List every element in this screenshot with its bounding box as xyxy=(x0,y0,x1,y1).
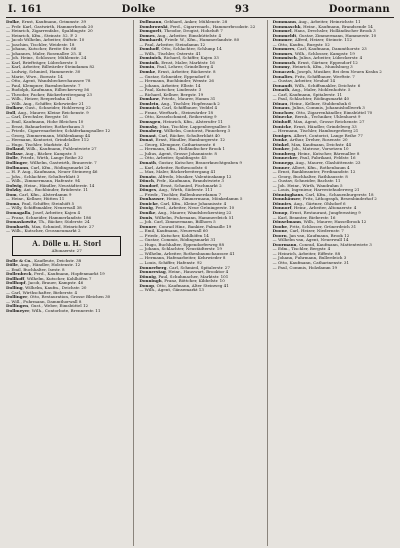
directory-entry: — Wilhelm van, Agent, Neuerwall 14 xyxy=(272,237,349,243)
directory-entry: Doniges, Albert, Contorist, Lange Reihe 77 xyxy=(272,132,363,138)
directory-entry: Doobe, Fritz, Schlosser, Grünerdeich 31 xyxy=(272,223,357,229)
column-1-entries-bottom xyxy=(6,259,127,314)
directory-entry: Domnick, Carl, Schiffbauer, Veddel 4 xyxy=(139,105,218,111)
directory-entry: — Gustav, Arbeiter, Neuhof 14 xyxy=(272,78,336,84)
directory-entry: — Johann, Kutscher, Breite Str. 66 xyxy=(6,46,77,52)
page-number: 93 xyxy=(234,4,250,15)
directory-entry: Donnerberg, Carl, Schmied, Spitalerstr. 27 xyxy=(139,264,230,270)
directory-entry: Dollmann, Gebhard, Anker, Mühlenstr. 28 xyxy=(139,20,228,24)
directory-entry: Doorn, Jan van, Kaufmann, Brook 12 xyxy=(272,232,350,238)
directory-entry: Dommsch, Ernst, Gärtner, Eppendorf 12 xyxy=(272,59,358,65)
directory-entry: — Friedr., Cigarrenarbeiter, Schäferkampsallee 12 xyxy=(6,128,111,134)
directory-entry: — Joh. Carl, Zimmermann, Billhorn 5 xyxy=(139,219,216,225)
column-2 xyxy=(133,20,260,546)
directory-entry: Donnepp, Aug., Maurer, Glashüttenstr. 23 xyxy=(272,159,361,165)
directory-entry: — Otto, Kesselschmied, Reiherstieg 9 xyxy=(139,114,217,120)
directory-entry: Dommy, Heinrich, Kfm., Mundsburg 3 xyxy=(272,64,353,70)
directory-entry: Donaczek, Joseph, Musiker, Bei dem Neuen Krahn 2 xyxy=(272,69,382,75)
directory-entry: — Emil, Kaufmann, Hohe Bleichen 10 xyxy=(6,119,84,125)
directory-entry: Domes, Aug., Arbeiter, Eimsbüttelstr. 4 xyxy=(139,32,222,38)
directory-entry: Donnerstag, Heinr., Hauswart, Brooktor 4 xyxy=(139,269,229,275)
directory-entry: — Emil, Buchhalter, Isestr. 8 xyxy=(6,266,65,272)
directory-entry: — Friedr., Kutscher, Kohlhöfen 14 xyxy=(139,232,209,238)
directory-entry: Donhauser, Heinr., Zimmermann, Mönkedamm 5 xyxy=(139,196,243,202)
directory-entry: — Johs., Schlachter, Schulterblatt 3 xyxy=(6,173,80,179)
column-1 xyxy=(6,20,127,546)
directory-entry: Dollingen, Gust., Weber, Eimsbüttel 12 xyxy=(6,303,89,309)
directory-entry: Dönhoff, Max, Agent, Grosse Reichenstr. 27 xyxy=(272,119,365,125)
directory-entry: — Emil, Kaufmann, Neuerwall 60 xyxy=(139,228,208,234)
directory-entry: Dommisch, Julius, Arbeiter, Lübeckerstr. 4 xyxy=(272,55,363,61)
directory-entry: — Carl, Drechsler, Bergstr. 16 xyxy=(6,114,68,120)
directory-entry: Dommel, Hans, Drechsler, Holländischer Brook 3 xyxy=(272,28,376,34)
header-first-name: Dolke xyxy=(121,4,156,15)
directory-entry: — Wilh., Tischler, Osterstr. 41 xyxy=(139,50,201,56)
directory-entry: Doll, Aug., Maurer, Kleine Reichenstr. 9 xyxy=(6,109,89,115)
directory-entry: — Carl, Wirthschafter, Bieberstr. 4 xyxy=(6,289,78,295)
directory-entry: Donnorf, Heinr., Arbeiter, Altonaerstr. 4 xyxy=(272,205,357,211)
directory-entry: — Ernst, Bankbeamter, Ferdinandstr. 12 xyxy=(272,169,356,175)
directory-entry: — Franz, Werftarb., Steinwärder 18 xyxy=(139,109,214,115)
directory-entry: — Wilh., Heizer, Reeperbahn 41 xyxy=(6,96,72,102)
directory-entry: Dollmann, Carl, Kfm., Rödingsmarkt 24 xyxy=(6,164,90,170)
directory-entry: — Johann, Fuhrmann, Bullerdeich 3 xyxy=(272,255,347,261)
directory-entry: Donnecker, Paul, Fabrikant, Feldstr. 16 xyxy=(272,155,356,161)
directory-entry: Donato, Alfredo, Musiker, Valentinskamp 12 xyxy=(139,173,232,179)
directory-entry: Doormann, Conrad, Kaufmann, Mattentwiete 3 xyxy=(272,241,372,247)
directory-entry: Dombarth, Max, Schmied, Heinrichstr. 27 xyxy=(6,223,95,229)
directory-entry: — Hermann, Hafenarbeiter, Kehrwieder 8 xyxy=(139,255,226,261)
directory-entry: — Marie, Wwe., Bornstr. 14 xyxy=(6,73,63,79)
directory-entry: — Karl, Briefträger, Lübeckerstr. 5 xyxy=(6,59,78,65)
directory-entry: Domke, Ernst, Arbeiter, Bäckerstr. 8 xyxy=(139,69,216,75)
directory-entry: Donicke, Carl, Kfm., Kleine Johannisstr. 4 xyxy=(139,200,227,206)
directory-entry: — Hermann, Tischler, Hamburgerberg 21 xyxy=(272,128,359,134)
directory-entry: — Franz, Schneider, Hammerlandstr. 186 xyxy=(6,214,92,220)
directory-entry: Dommann, Aug., Arbeiter, Heinrichstr. 11 xyxy=(272,20,361,24)
directory-entry: — Hugo, Buchhalter, Eppendorferweg 88 xyxy=(139,241,225,247)
directory-entry: — Heinr., Kellner, Hütten 11 xyxy=(6,196,65,202)
directory-entry: — Paul, Commis, Holzdamm 19 xyxy=(272,264,338,270)
directory-entry: — Johann, Schlachter, Neustädterstr. 19 xyxy=(139,246,222,252)
directory-entry: — Heinrich, Kfm., Steinstr. 52. P. 2 xyxy=(6,32,78,38)
directory-entry: — Richard, Kellner, Bergstr. 19 xyxy=(139,91,204,97)
directory-entry: Donchow, Otto, Zigarrenhändler, Eimsbüttel 70 xyxy=(272,109,373,115)
directory-entry: — Karl, Beamter, Bieberstr. 16 xyxy=(272,214,336,220)
directory-entry: — Karl, Arbeiter, Billwärder Steindamm 82 xyxy=(6,64,95,70)
directory-entry: — Otto, Arbeiter, Spaldingstr. 45 xyxy=(139,155,207,161)
directory-entry: Dönch, Frdr., Kaufmann, Brandstwiete 3 xyxy=(139,178,224,184)
directory-entry: Dondorf, Ernst, Schmied, Fischmarkt 2 xyxy=(139,182,222,188)
directory-entry: Domagalla, Josef, Arbeiter, Kajen 4 xyxy=(6,209,81,215)
directory-entry: — Joh. Heinr., Schlosser, Mühlenstr. 24 xyxy=(6,55,87,61)
directory-entry: Dönnies, Aug., Gärtner, Ohlsdorf 6 xyxy=(272,200,346,206)
directory-entry: Domsky, Max, Tischler, Lappenbergsallee 5 xyxy=(139,123,231,129)
directory-entry: — Gustav, Schneider, Eppendorf 6 xyxy=(139,73,210,79)
directory-entry: Dominik, Ernst, Maler, Marktstr. 16 xyxy=(139,59,215,65)
directory-entry: — Willy, Schiffsmakler, Neuerwall 38 xyxy=(6,205,82,211)
directory-entry: Dombrowski, Ferd., Cigarrenarb., Hammerbrookstr. 22 xyxy=(139,23,256,29)
directory-entry: — Joh. Heinr., Wirth, Wandrahm 5 xyxy=(272,182,343,188)
directory-entry: Donker, Joh., Matrose, Vorsetzen 10 xyxy=(272,146,349,152)
directory-entry: — Paul, Schlachter, Rödingsmarkt 40 xyxy=(272,96,350,102)
directory-entry: Donicke, Ernst, Händler, Grindelweg 33 xyxy=(272,123,357,129)
directory-entry: Dolland, Wilh., Kaufmann, Fuhlentwiete 27 xyxy=(6,146,97,152)
directory-entry: — Paul, Arbeiter, Steindamm 12 xyxy=(139,41,206,47)
directory-entry: Doone, Carl, Heizer, Niedernstr. 7 xyxy=(272,228,344,234)
header-last-name: Doormann xyxy=(328,4,390,15)
directory-entry: Dollhoff, Wilhelm, Kutscher, Kohlhöfen 7 xyxy=(6,275,92,281)
directory-entry: Domaskowitz, Th., Bäcker, Süderstr. 24 xyxy=(6,219,90,225)
directory-entry: Donnberg, Heinr., Kutscher, Bärenallee 8 xyxy=(272,150,360,156)
directory-entry: Dolle, Friedr., Wirth, Lange Reihe 32 xyxy=(6,155,84,161)
column-3 xyxy=(267,20,394,546)
directory-entry: — Johann, Arbeiter, Elbstr. 14 xyxy=(139,82,201,88)
directory-entry: Donat, Ernst, Händler, Hamburgerstr. 12 xyxy=(139,137,225,143)
directory-entry: — Paul, Klempner, Barmbeckerstr. 7 xyxy=(6,82,81,88)
directory-entry: Donath, Gustav, Kutscher, Brauerknechtgraben 9 xyxy=(139,159,243,165)
directory-entry: Dönselmann, Wilh., Maurer, Hasselbrook 12 xyxy=(272,219,367,225)
directory-entry: — Theodor, Packer, Bäckerbreitergang 23 xyxy=(6,91,92,97)
directory-entry: Dönau, Heinr., Kellner, Stubbenhuk 6 xyxy=(272,100,351,106)
directory-entry: Donig, Ferd., Arbeiter, Neue Gröningerstr. 10 xyxy=(139,205,235,211)
directory-entry: Domlein, Aug., Tischler, Hopfensack 2 xyxy=(139,100,220,106)
directory-entry: — Ludwig, Schmied, Hammerstr. 30 xyxy=(6,69,81,75)
column-3-entries xyxy=(273,20,394,270)
directory-entry: Donaus, Julius, Commis, Johannisbollwerk 3 xyxy=(272,105,365,111)
directory-entry: — Otto, Agent, Wandsbeckerchaussee 78 xyxy=(6,78,91,84)
directory-entry: — Hermann, Buchbinder, Wexstr. 26 xyxy=(139,78,214,84)
directory-entry: Dom, Carl, Kfm., Alsterdamm 9 xyxy=(6,191,72,197)
directory-entry: Dollmeyer, Wilh., Contorbote, Brennerstr. 11 xyxy=(6,307,101,313)
directory-entry: Donningh, Franz, Böttcher, Kibbelstr. 10 xyxy=(139,278,225,284)
directory-entry: — Frdr. Karl, Gastwirth, Hammerbrook 20 xyxy=(6,23,94,29)
directory-entry: Dönnig, Paul, Schuhmacher, Marktstr. 101 xyxy=(139,273,229,279)
directory-entry: Dönkel, Max, Kaufmann, Deichstr. 44 xyxy=(272,141,352,147)
directory-entry: — Rudolph, Kaufmann, Eilbeckerweg 56 xyxy=(6,87,90,93)
directory-entry: — Will., Fuhrmann, Dammthorwall 8 xyxy=(6,298,82,304)
directory-entry: Donop, Ernst, Restaurant, Jungfernstieg 9 xyxy=(272,209,361,215)
header-left: I. 161 xyxy=(8,4,43,15)
directory-entry: — Paul, Kutscher, Lindenstr. 3 xyxy=(139,87,202,93)
directory-entry: — Ernst, Bahnarbeiter, Rotherbaum 3 xyxy=(6,123,84,129)
directory-entry: Dolkow, Gust., Schneider, Hohlerweg 22 xyxy=(6,105,91,111)
directory-entry: — Friedr., Tischler, Bullenhuserdamm 7 xyxy=(139,191,222,197)
directory-entry: Dolwig, Heinr., Händler, Neustädterstr. 14 xyxy=(6,182,95,188)
directory-entry: — Heinrich, Zigarrenfabr., Spaldingstr. 20 xyxy=(6,28,93,34)
directory-entry: Dollinger, Wilhelm, Gastwirth, Brauerstr. 7 xyxy=(6,159,97,165)
directory-entry: — Gustav, Schneider, Bachstr. 11 xyxy=(272,178,341,184)
directory-entry: Donke, Arthur, Dreher, Rosenstr. 20 xyxy=(272,137,348,143)
directory-entry: Dolzky, Ant., Buchbinder, Brüderstr. 11 xyxy=(6,187,89,193)
directory-entry: — Gustav, Commis, Rödingsmarkt 31 xyxy=(139,237,216,243)
directory-entry: Domkow, Friedr., Maurer, Hamm 31 xyxy=(139,96,216,102)
directory-entry: — Karl, Arbeiter, Rothesoodstr. 6 xyxy=(139,164,208,170)
directory-entry: — Joachim, Tischler, Weidestr. 18 xyxy=(6,41,75,47)
directory-entry: — Wilh., Zimmermann, Hafenstr. 94 xyxy=(6,178,80,184)
header-rule xyxy=(6,17,394,18)
directory-entry: — Hermann, Kfm., Holländischer Brook 1 xyxy=(139,146,225,152)
directory-entry: Donant, Carl, Bäcker, Schulterblatt 40 xyxy=(139,132,220,138)
directory-entry: — Otto, Kaufm., Burgstr. 52 xyxy=(272,41,330,47)
directory-entry: Donalies, Fritz, Schiffbauer, Werftstr. 7 xyxy=(272,73,355,79)
directory-entry: — Otto, Kaufmann, Catharinenstr. 31 xyxy=(272,259,350,265)
directory-entry: Dönninghaus, Carl, Kfm., Schauenburgerstr. 18 xyxy=(272,191,374,197)
directory-entry: Donnhäuser, Fritz, Lithograph, Besenbinderhof 2 xyxy=(272,196,377,202)
directory-entry: Dolle & Co., Kaufleute, Deichstr. 38 xyxy=(6,257,82,263)
directory-entry: — Jacob Wilhelm, Arbeiter, Stiftstr. 10 xyxy=(6,37,85,43)
directory-entry: — Edm., Tischler, Bergstr. 4 xyxy=(272,246,331,252)
ad-company-name: A. Dölle u. H. Storl xyxy=(32,238,102,248)
directory-entry: Donath, Aug., Maler, Mohlenhofstr. 5 xyxy=(272,87,351,93)
directory-entry: — Hugo, Tischler, Marktstr. 43 xyxy=(6,141,70,147)
directory-columns xyxy=(6,20,394,546)
directory-entry: Dominick, Richard, Schiffer, Kajen 33 xyxy=(139,55,219,61)
directory-entry: — Heinrich, Arbeiter, Eiffestr. 88 xyxy=(272,250,341,256)
directory-entry: Dommaschk, Heinr., Kaufmann, Brandsende 14 xyxy=(272,23,373,29)
directory-entry: — Johannes, Maler, Rosenallee 25. II xyxy=(6,50,82,56)
directory-entry: — Hermann, Kontorist, Grindelallee 112 xyxy=(6,137,89,143)
directory-entry: Dollase, Aug., Bäcker, Kampstr. 5 xyxy=(6,150,77,156)
directory-entry: — Wilh. Aug., Schiffer, Kehrwieder 21 xyxy=(6,100,84,106)
directory-entry: Dolke, Ernst, Kaufmann, Grimmstr. 39 xyxy=(6,20,87,24)
directory-entry: — Georg, Klempner, Catharinenstr. 6 xyxy=(139,141,216,147)
directory-entry: Donis, Wilhelm, Fuhrmann, Hammerdeich 51 xyxy=(139,214,234,220)
directory-entry: Donner, Albert, Kfm., Rothenbaum 4 xyxy=(272,164,350,170)
directory-entry: — Wilh., Kutscher, Grossneumarkt 2 xyxy=(6,228,81,234)
directory-entry: — Georg, Buchhalter, Rathhausstr. 8 xyxy=(272,173,348,179)
directory-entry: Dommers, Carl, Kaufmann, Dammthorstr. 23 xyxy=(272,46,367,52)
directory-entry: — Louis, Ingenieur, Harvestehuderweg 21 xyxy=(272,187,360,193)
directory-entry: Donaberg, Wilhelm, Contorist, Pinneberg 3 xyxy=(139,128,231,134)
directory-entry: — H. F. Aug., Kaufmann, Neuer Steinweg 46 xyxy=(6,169,98,175)
directory-entry: Domhardt, Friedr. W., Kfm., Hammerlandstr. 80 xyxy=(139,37,240,43)
directory-entry: Donner, Conrad Hinr., Bankier, Palmaille 19 xyxy=(139,223,232,229)
directory-entry: Dolling, Wilhelm, Kaufm., Deichstr. 20 xyxy=(6,284,87,290)
directory-entry: Dollenbeck, Ferd., Kaufmann, Hopfenmarkt 19 xyxy=(6,271,105,277)
directory-entry: — Georg, Zimmermann, Mühlenkamp 44 xyxy=(6,132,91,138)
directory-entry: Dollinger, Otto, Restauration, Grosse Bleichen 30 xyxy=(6,294,111,300)
directory-entry: Donop, Otto, Kaufmann, Alter Steinweg 41 xyxy=(139,282,229,288)
directory-entry: — Julius, Agent, Grosse Johannisstr. 8 xyxy=(139,150,217,156)
directory-entry: Domhoff, Otto, Schlachter, Schlump 14 xyxy=(139,46,222,52)
directory-entry: Dölle, Aug., Händler, Holstenstr. 12 xyxy=(6,262,81,268)
directory-entry: Dollhopf, Jacob, Brauer, Kampstr. 46 xyxy=(6,280,84,286)
directory-entry: Domin, Paul, Lehrer, Grindelberg 4 xyxy=(139,64,214,70)
directory-entry: — Max, Maler, Bäckerbreitergang 41 xyxy=(139,169,216,175)
directory-entry: Donike, Aug., Maurer, Wandsbeckerstieg 22 xyxy=(139,209,232,215)
directory-entry: Doma, Paul, Schiffer, Steinhöft 5 xyxy=(6,200,75,206)
page-header xyxy=(6,4,394,16)
directory-entry: — Carl, Kaufmann, Spitalerstr. 11 xyxy=(272,91,343,97)
directory-entry: Domgoelt, Theodor, Drogist, Hoheluft 7 xyxy=(139,28,223,34)
directory-entry: — Wilh., Agent, Gänsemarkt 13 xyxy=(139,287,204,293)
directory-entry: Dommeldt, Gustav, Zimmermann, Hammerstr. 10 xyxy=(272,32,377,38)
directory-entry: — Louis, Schiffer, Hafenstr. 92 xyxy=(139,259,202,265)
directory-entry: Dönges, Aug., Wirth, Süderstr. 111 xyxy=(139,187,213,193)
column-2-entries xyxy=(139,20,260,293)
directory-entry: — Wilhelm, Arbeiter, Rothenbaumchaussee 41 xyxy=(139,250,235,256)
directory-entry: Dönecke, Bernh., Techniker, Uhlenhorst 9 xyxy=(272,114,361,120)
advertisement-box xyxy=(12,236,121,256)
column-1-entries-top xyxy=(6,20,127,234)
directory-entry: Donandt, Wilh., Schiffsmakler, Deichstr. 6 xyxy=(272,82,361,88)
directory-entry: Dommes, Wilh., Schlosser, Kampstr. 19 xyxy=(272,50,355,56)
directory-entry: Domsgen, Heinrich, Kfm., Alsterufer 11 xyxy=(139,119,223,125)
directory-entry: Dommer, Alfred, Heizer, Steinstr. 112 xyxy=(272,37,352,43)
ad-address: Altonaerstr. 27 xyxy=(51,247,82,253)
